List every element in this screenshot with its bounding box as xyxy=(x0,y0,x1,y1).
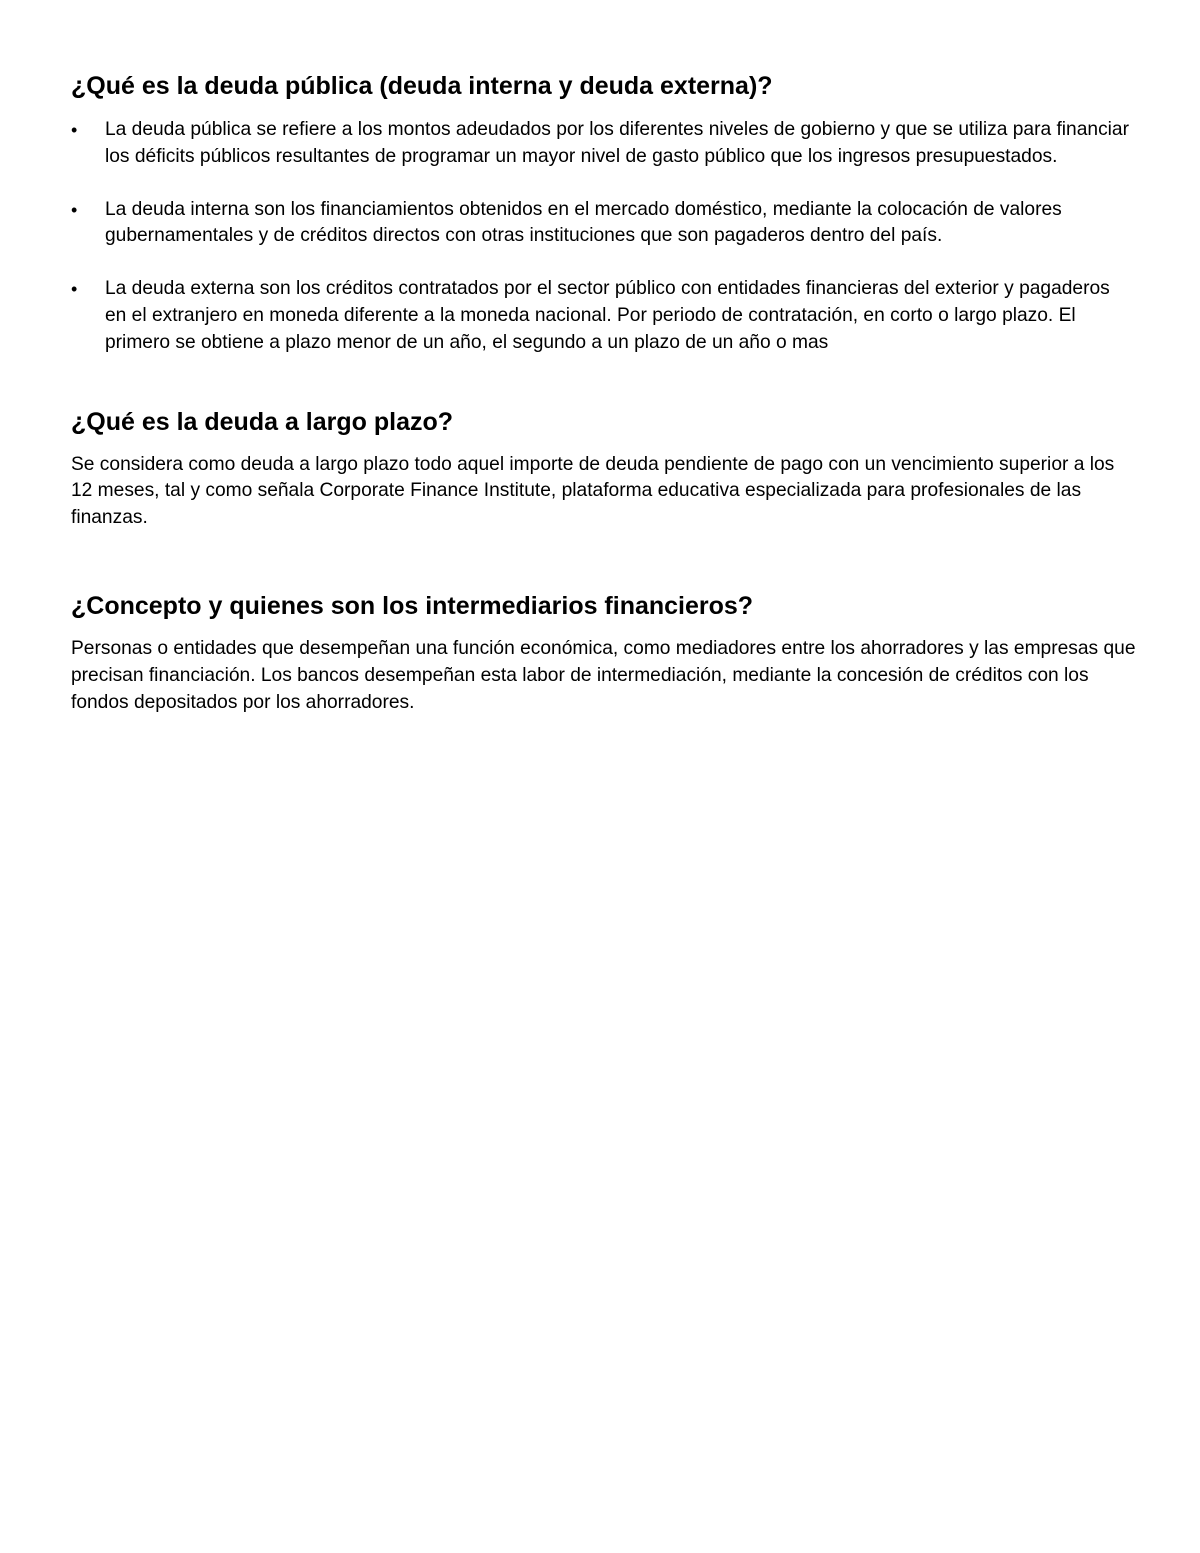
section-heading: ¿Qué es la deuda pública (deuda interna y deuda externa)? xyxy=(71,72,773,100)
list-item xyxy=(71,117,1136,171)
list-item xyxy=(71,197,1136,251)
section-heading: ¿Concepto y quienes son los intermediarios financieros? xyxy=(71,591,754,620)
section-deuda-largo-plazo xyxy=(71,406,1136,532)
body-paragraph: Se considera como deuda a largo plazo todo aquel importe de deuda pendiente de pago con un vencimiento superior a los 12 meses, tal y como señala Corporate Finance Institute, plataforma educativa especializada para profesionales de las finanzas. xyxy=(71,453,1115,529)
section-heading: ¿Qué es la deuda a largo plazo? xyxy=(71,407,454,436)
bullet-list xyxy=(71,117,1136,357)
list-item xyxy=(71,276,1136,356)
list-item-text: La deuda pública se refiere a los montos adeudados por los diferentes niveles de gobierno y que se utiliza para financiar los déficits públicos resultantes de programar un mayor nivel de gasto público que los ingresos presupuestados. xyxy=(105,119,1129,167)
document-page xyxy=(71,70,1136,716)
bullet-icon: • xyxy=(71,120,78,140)
bullet-icon: • xyxy=(71,199,78,220)
section-deuda-publica xyxy=(71,70,1136,357)
list-item-text: La deuda interna son los financiamientos obtenidos en el mercado doméstico, mediante la colocación de valores gubernamentales y de créditos directos con otras instituciones que son pagaderos dentro del país. xyxy=(105,198,1062,247)
section-intermediarios xyxy=(71,590,1136,716)
bullet-icon: • xyxy=(71,279,78,300)
list-item-text: La deuda externa son los créditos contratados por el sector público con entidades financieras del exterior y pagaderos en el extranjero en moneda diferente a la moneda nacional. Por periodo de contratación, en corto o largo plazo. El primero se obtiene a plazo menor de un año, el segundo a un plazo de un año o mas xyxy=(105,278,1110,353)
body-paragraph: Personas o entidades que desempeñan una función económica, como mediadores entre los ahorradores y las empresas que precisan financiación. Los bancos desempeñan esta labor de intermediación, mediante la concesión de créditos con los fondos depositados por los ahorradores. xyxy=(71,637,1136,713)
